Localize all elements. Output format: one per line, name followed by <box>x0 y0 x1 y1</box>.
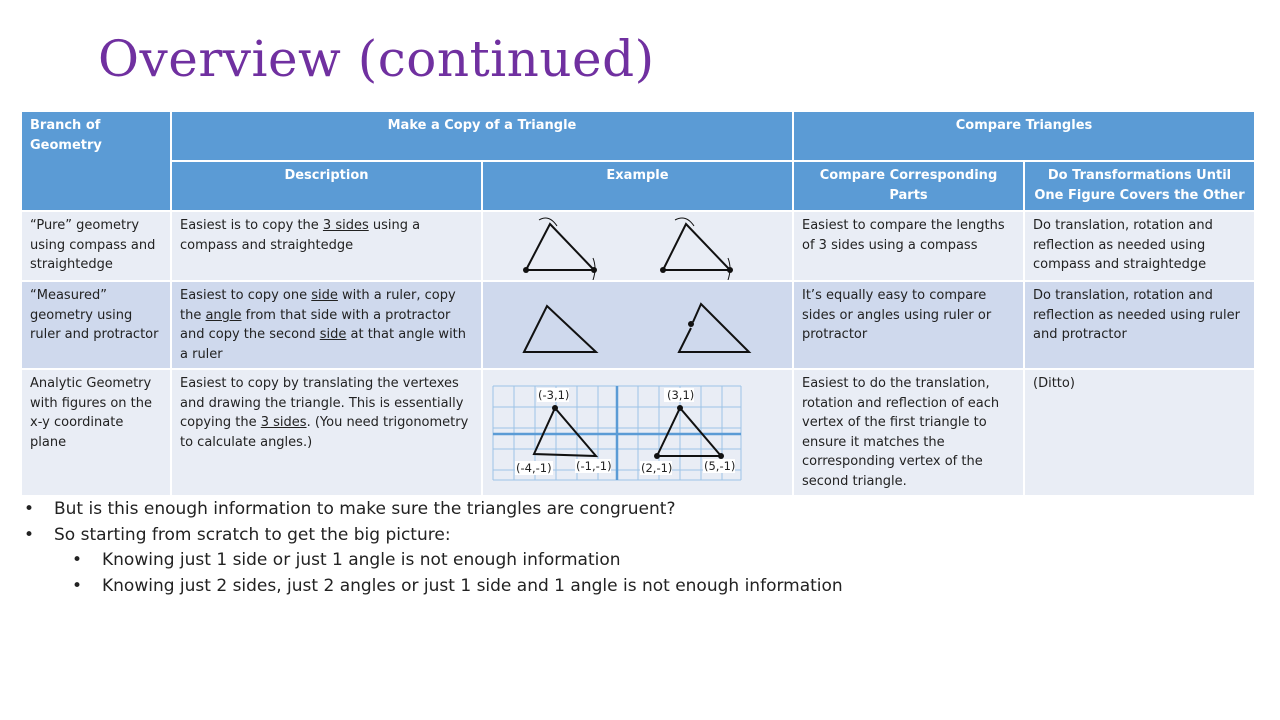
header-example: Example <box>482 161 793 211</box>
vertex-point <box>654 453 660 459</box>
arc-mark <box>539 218 557 226</box>
sub-bullet-item: • Knowing just 2 sides, just 2 angles or just 1 side and 1 angle is not enough information <box>20 574 843 600</box>
compass-triangles-figure <box>483 212 794 280</box>
vertex-point <box>552 405 558 411</box>
row-branch: “Measured” geometry using ruler and protractor <box>21 281 171 369</box>
measured-triangles-figure <box>483 282 794 368</box>
vertex-point <box>688 321 694 327</box>
row-transform: Do translation, rotation and reflection as needed using ruler and protractor <box>1024 281 1255 369</box>
row-description: Easiest is to copy the 3 sides using a compass and straightedge <box>171 211 482 281</box>
label-t1-left: (-4,-1) <box>516 461 552 475</box>
overview-table <box>20 110 1256 497</box>
example-measured-triangles <box>482 281 793 369</box>
slide-title: Overview (continued) <box>98 30 655 88</box>
bullet-marker: • <box>24 524 35 545</box>
label-t2-left: (2,-1) <box>641 461 673 475</box>
row-compare: Easiest to do the translation, rotation and reflection of each vertex of the first triangle to ensure it matches the corresponding vertex of the second triangle. <box>793 369 1024 496</box>
header-description: Description <box>171 161 482 211</box>
bullet-marker: • <box>72 550 83 570</box>
row-transform: Do translation, rotation and reflection as needed using compass and straightedge <box>1024 211 1255 281</box>
header-make-copy: Make a Copy of a Triangle <box>171 111 793 161</box>
triangle-copy <box>663 224 730 270</box>
vertex-point <box>677 405 683 411</box>
sub-bullet-item: • Knowing just 1 side or just 1 angle is not enough information <box>20 548 843 574</box>
table-row <box>21 281 1255 369</box>
header-compare-parts: Compare Corresponding Parts <box>793 161 1024 211</box>
example-compass-triangles <box>482 211 793 281</box>
label-t2-right: (5,-1) <box>704 459 736 473</box>
bullet-marker: • <box>24 499 35 519</box>
bullet-item: • But is this enough information to make sure the triangles are congruent? <box>20 497 843 523</box>
bullet-item: • So starting from scratch to get the big picture: <box>20 523 843 549</box>
row-branch: “Pure” geometry using compass and straightedge <box>21 211 171 281</box>
row-branch: Analytic Geometry with figures on the x-y coordinate plane <box>21 369 171 496</box>
row-compare: It’s equally easy to compare sides or angles using ruler or protractor <box>793 281 1024 369</box>
label-t2-top: (3,1) <box>667 388 695 402</box>
example-coordinate-plane <box>482 369 793 496</box>
header-transformations: Do Transformations Until One Figure Covers the Other <box>1024 161 1255 211</box>
triangle-partial-copy <box>679 304 749 352</box>
header-branch: Branch of Geometry <box>21 111 171 211</box>
vertex-point <box>523 267 529 273</box>
table-row <box>21 369 1255 496</box>
label-t1-right: (-1,-1) <box>576 459 612 473</box>
row-transform: (Ditto) <box>1024 369 1255 496</box>
bullet-marker: • <box>72 575 83 596</box>
header-compare-triangles: Compare Triangles <box>793 111 1255 161</box>
vertex-point <box>591 267 597 273</box>
bullet-list <box>20 497 843 599</box>
row-description: Easiest to copy by translating the vertexes and drawing the triangle. This is essentially copying the 3 sides. (You need trigonometry to calculate angles.) <box>171 369 482 496</box>
row-description: Easiest to copy one side with a ruler, copy the angle from that side with a protractor and copy the second side at that angle with a ruler <box>171 281 482 369</box>
table-row <box>21 211 1255 281</box>
triangle-original <box>524 306 596 352</box>
label-t1-top: (-3,1) <box>538 388 570 402</box>
row-compare: Easiest to compare the lengths of 3 sides using a compass <box>793 211 1024 281</box>
vertex-point <box>660 267 666 273</box>
vertex-point <box>727 267 733 273</box>
triangle-original <box>526 224 594 270</box>
coordinate-plane-figure <box>483 370 794 494</box>
